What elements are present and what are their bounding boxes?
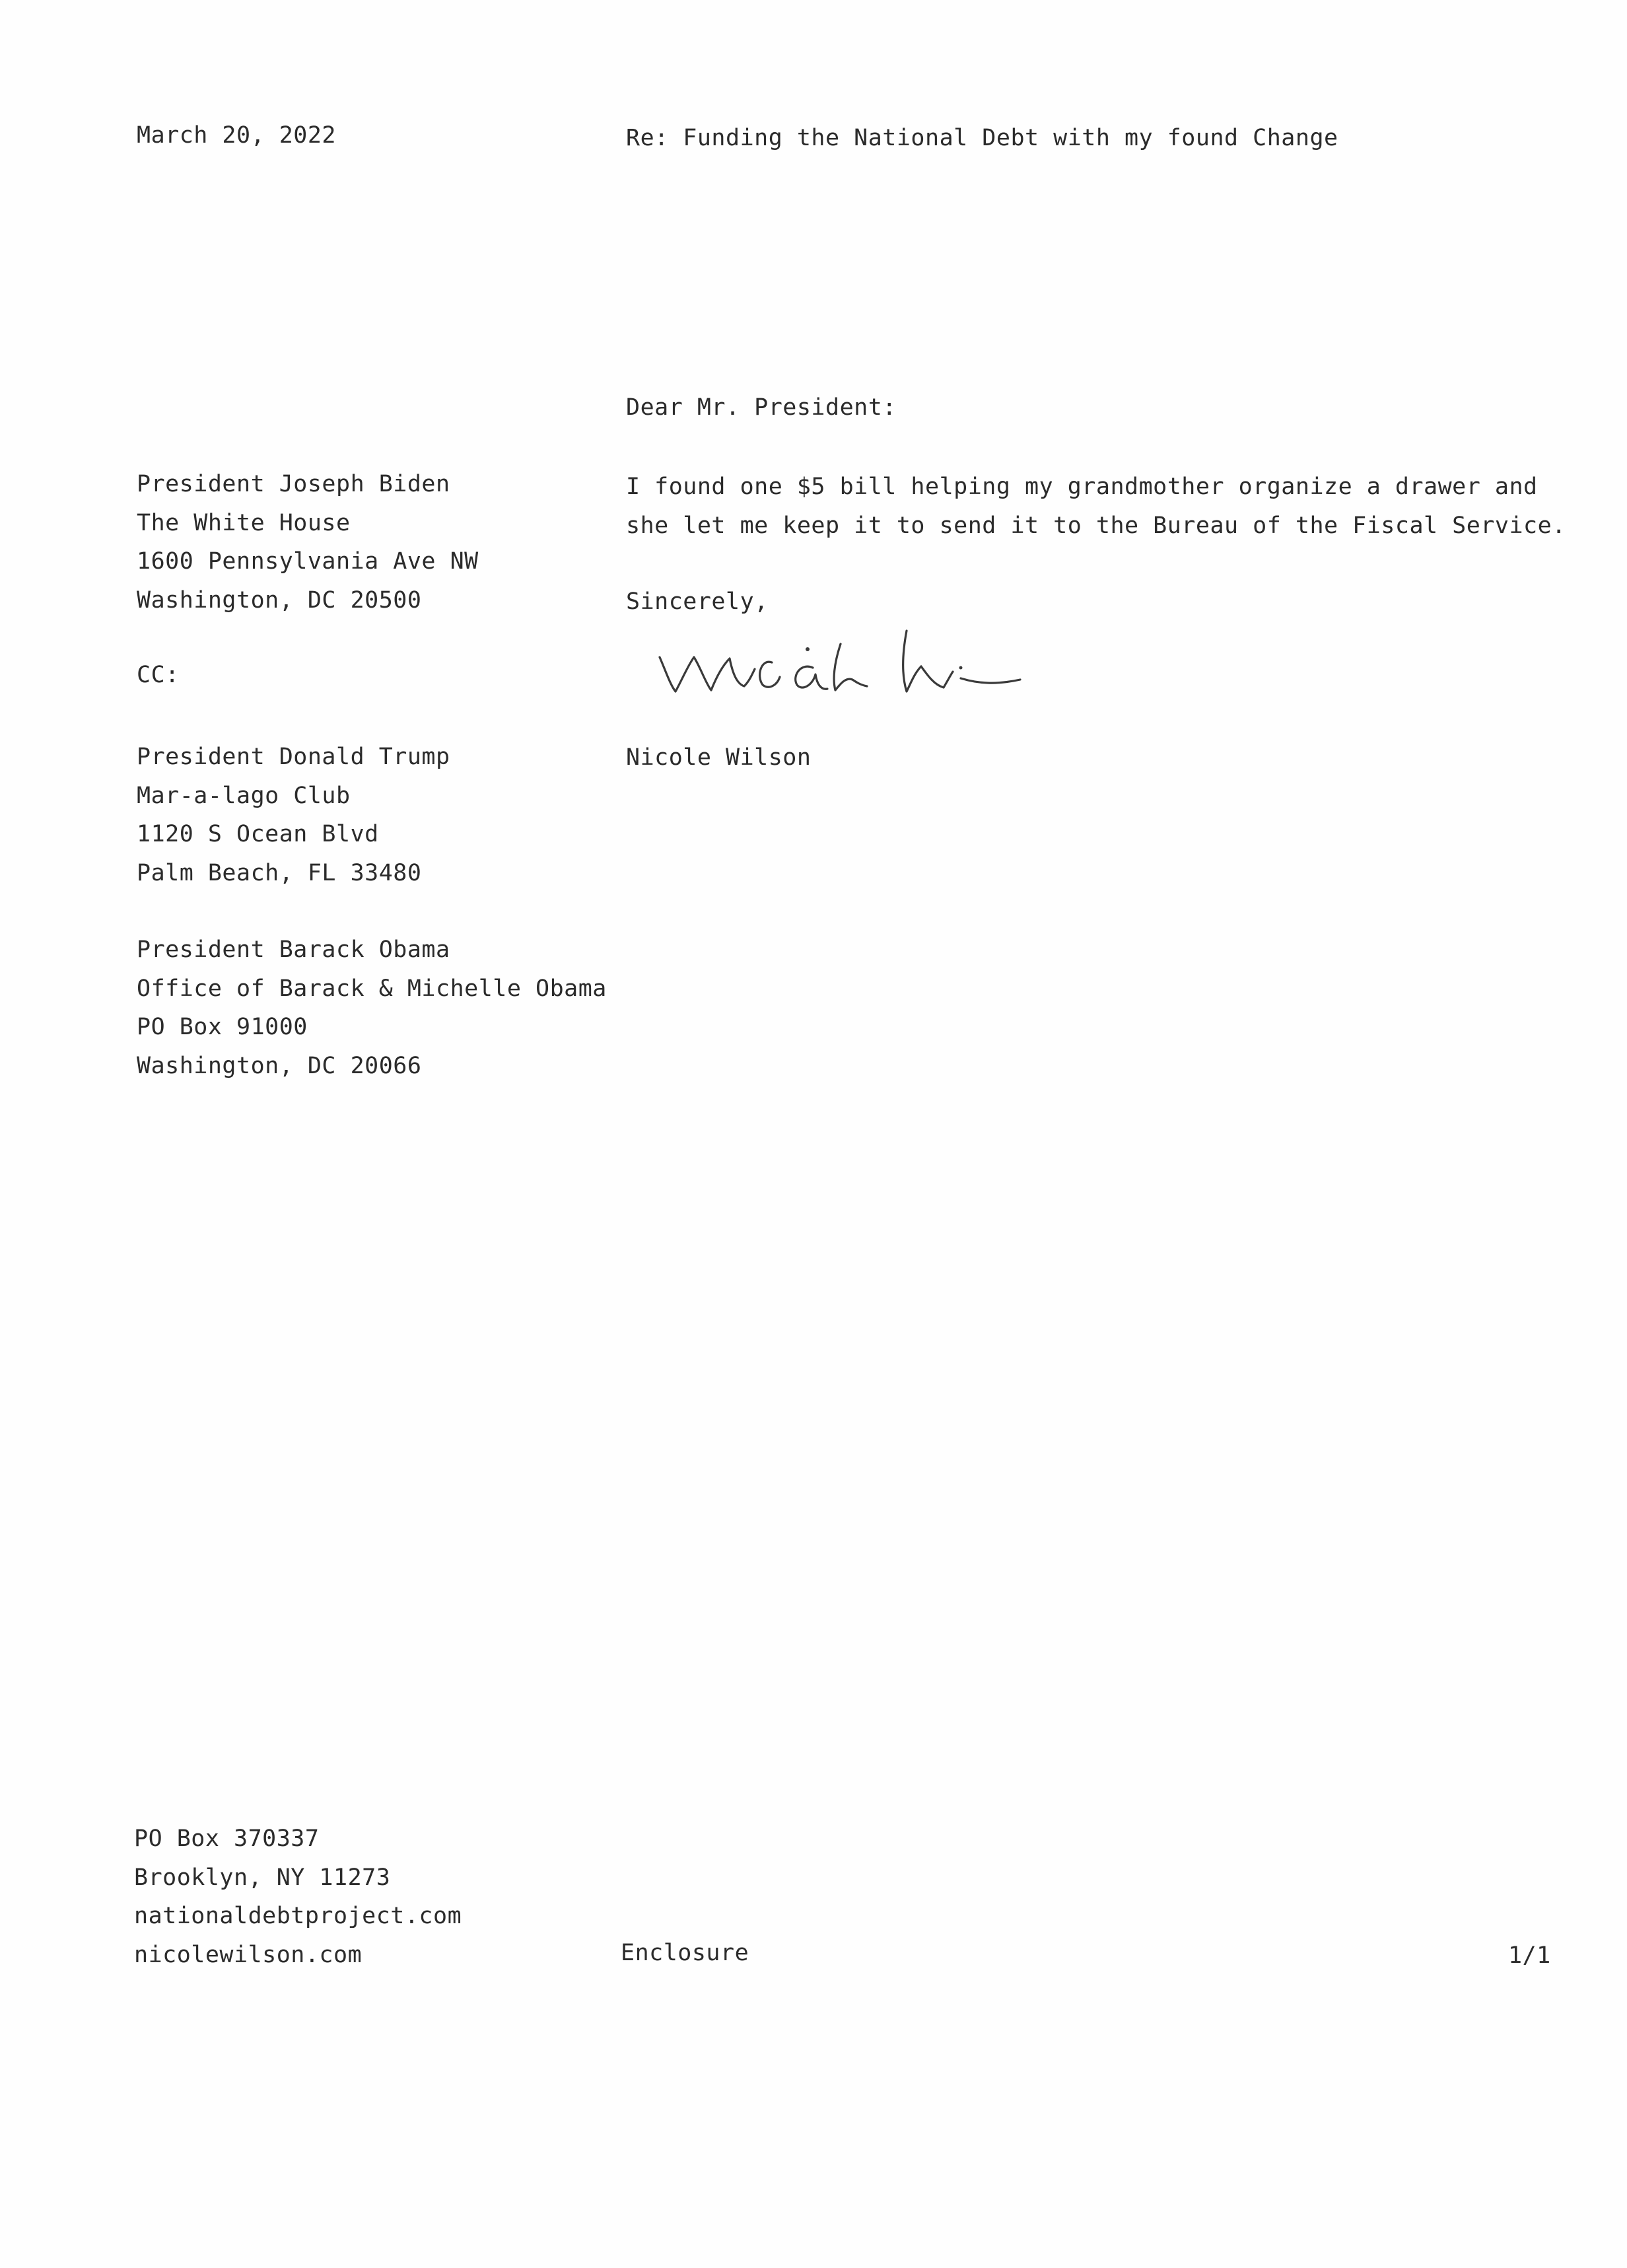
address-line: Mar-a-lago Club bbox=[137, 782, 351, 809]
sender-line: PO Box 370337 bbox=[134, 1825, 320, 1852]
address-line: PO Box 91000 bbox=[137, 1014, 308, 1040]
body-line: I found one $5 bill helping my grandmother organize a drawer and bbox=[626, 474, 1538, 500]
letter-date: March 20, 2022 bbox=[137, 122, 337, 149]
address-line: Washington, DC 20066 bbox=[137, 1052, 422, 1079]
cc-address-trump bbox=[137, 738, 450, 892]
address-line: Palm Beach, FL 33480 bbox=[137, 859, 422, 886]
address-line: President Donald Trump bbox=[137, 744, 450, 770]
sender-address bbox=[134, 1820, 462, 1974]
sender-line: nationaldebtproject.com bbox=[134, 1903, 462, 1929]
sender-line: nicolewilson.com bbox=[134, 1941, 363, 1968]
cc-address-obama bbox=[137, 931, 607, 1085]
address-line: President Joseph Biden bbox=[137, 471, 450, 497]
sender-line: Brooklyn, NY 11273 bbox=[134, 1864, 391, 1891]
address-line: Office of Barack & Michelle Obama bbox=[137, 975, 607, 1002]
address-line: 1600 Pennsylvania Ave NW bbox=[137, 548, 479, 575]
address-line: The White House bbox=[137, 509, 351, 536]
recipient-address bbox=[137, 465, 479, 620]
handwritten-signature bbox=[650, 611, 1030, 703]
address-line: Washington, DC 20500 bbox=[137, 586, 422, 614]
subject-line: Re: Funding the National Debt with my found Change bbox=[626, 125, 1338, 151]
enclosure-note: Enclosure bbox=[621, 1940, 749, 1966]
cc-label: CC: bbox=[137, 662, 180, 688]
letter-body bbox=[626, 468, 1566, 545]
signer-name: Nicole Wilson bbox=[626, 744, 812, 771]
closing: Sincerely, bbox=[626, 588, 769, 615]
salutation: Dear Mr. President: bbox=[626, 394, 897, 421]
page-number: 1/1 bbox=[1508, 1942, 1551, 1969]
address-line: 1120 S Ocean Blvd bbox=[137, 821, 379, 847]
body-line: she let me keep it to send it to the Bureau of the Fiscal Service. bbox=[626, 512, 1566, 539]
address-line: President Barack Obama bbox=[137, 937, 450, 963]
